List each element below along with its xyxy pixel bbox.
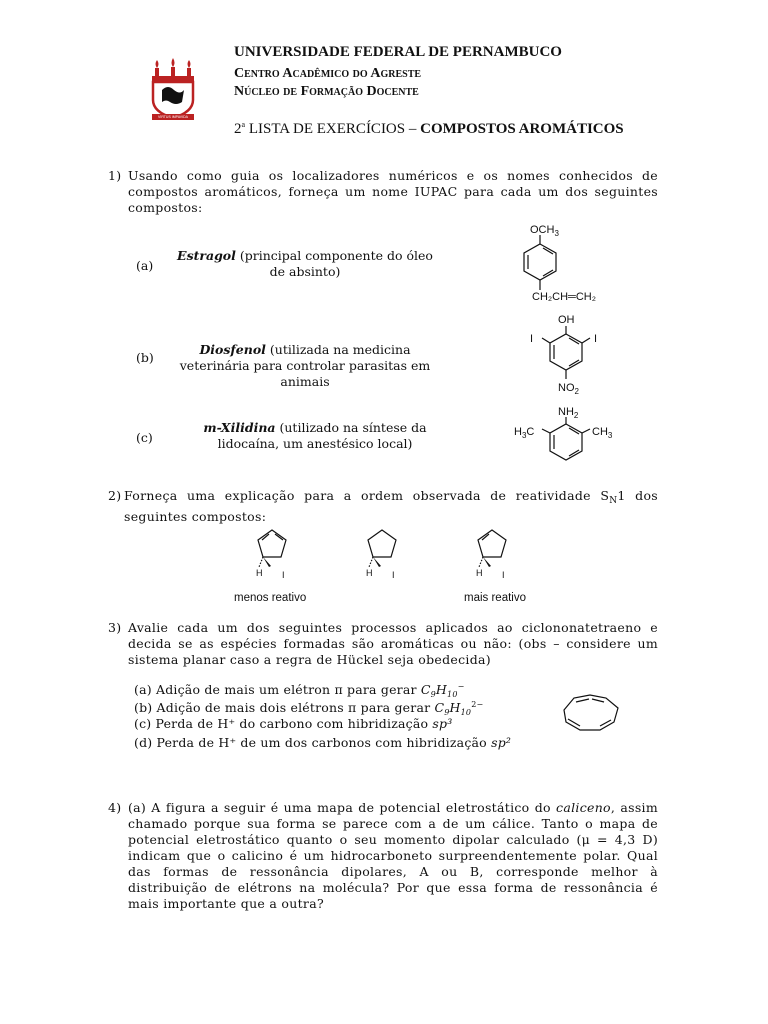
atom-i: I — [282, 570, 285, 580]
q3-item-b: (b) Adição de mais dois elétrons π para gerar $C_9H_{10}^{2-}$ — [134, 700, 484, 718]
chem-label-bottom: $NO_2$ — [558, 382, 579, 396]
list-title: 2$^a$ LISTA DE EXERCÍCIOS – COMPOSTOS AROMÁTICOS — [234, 120, 624, 137]
question-number: 4) — [108, 800, 122, 815]
question-number: 2) — [108, 488, 122, 503]
chem-label-right: I — [594, 333, 598, 345]
atom-h: H — [256, 568, 263, 578]
question-text: Usando como guia os localizadores numéricos e os nomes conhecidos de compostos aromáticos, forneça um nome IUPAC para cada um dos seguintes compostos: — [128, 168, 658, 215]
q3-item-c: (c) Perda de H⁺ do carbono com hibridização sp³ — [134, 716, 453, 731]
chem-label-left: $H_3C$ — [514, 426, 535, 440]
chem-label-right: $CH_3$ — [592, 426, 613, 440]
chem-label-top: $OCH_3$ — [530, 224, 559, 238]
chem-label-top: $NH_2$ — [558, 406, 579, 420]
most-reactive-label: mais reativo — [464, 592, 526, 604]
item-description: m-Xilidina (utilizado na síntese da lidocaína, um anestésico local) — [203, 420, 427, 451]
atom-i: I — [392, 570, 395, 580]
q3-item-d: (d) Perda de H⁺ de um dos carbonos com hibridização sp² — [134, 735, 512, 750]
question-text: (a) A figura a seguir é uma mapa de potencial eletrostático do caliceno, assim chamado porque sua forma se parece com a de um cálice. Tanto o mapa de potencial eletrostático quanto o seu momento dipolar calculado (μ = 4,3 D) indicam que o calicino é um hidrocarboneto surpreendentemente polar. Qual das formas de ressonância dipolares, A ou B, corresponde melhor à distribuição de elétrons na molécula? Por que essa forma de ressonância é mais importante que a outra? — [128, 800, 658, 911]
question-text: Forneça uma explicação para a ordem observada de reatividade $S_N1$ dos seguintes compostos: — [124, 488, 658, 524]
cyclononatetraene-structure — [552, 688, 632, 738]
question-number: 1) — [108, 168, 122, 183]
q3-item-a: (a) Adição de mais um elétron π para gerar $C_9H_{10}^-$ — [134, 682, 465, 700]
center-name: Centro Acadêmico do Agreste — [234, 66, 422, 81]
chem-label-left: I — [530, 333, 534, 345]
least-reactive-label: menos reativo — [234, 592, 307, 604]
item-description: Estragol (principal componente do óleo de absinto) — [177, 248, 433, 279]
logo-motto: VIRTUS IMPAVIDA — [158, 115, 188, 119]
item-label: (b) — [136, 350, 154, 365]
chem-label-bottom: CH₂CH═CH₂ — [532, 291, 596, 303]
item-label: (c) — [136, 430, 153, 445]
atom-i: I — [502, 570, 505, 580]
chem-label-top: OH — [558, 314, 575, 326]
item-description: Diosfenol (utilizada na medicina veterinária para controlar parasitas em animais — [179, 342, 431, 389]
nucleus-name: Núcleo de Formação Docente — [234, 84, 419, 99]
atom-h: H — [476, 568, 483, 578]
university-name: UNIVERSIDADE FEDERAL DE PERNAMBUCO — [234, 44, 562, 60]
atom-h: H — [366, 568, 373, 578]
item-label: (a) — [136, 258, 154, 273]
question-number: 3) — [108, 620, 122, 635]
university-logo — [148, 56, 198, 126]
question-text: Avalie cada um dos seguintes processos aplicados ao ciclononatetraeno e decida se as espécies formadas são aromáticas ou não: (obs – considere um sistema planar caso a regra de Hückel seja obedecida) — [128, 620, 658, 667]
